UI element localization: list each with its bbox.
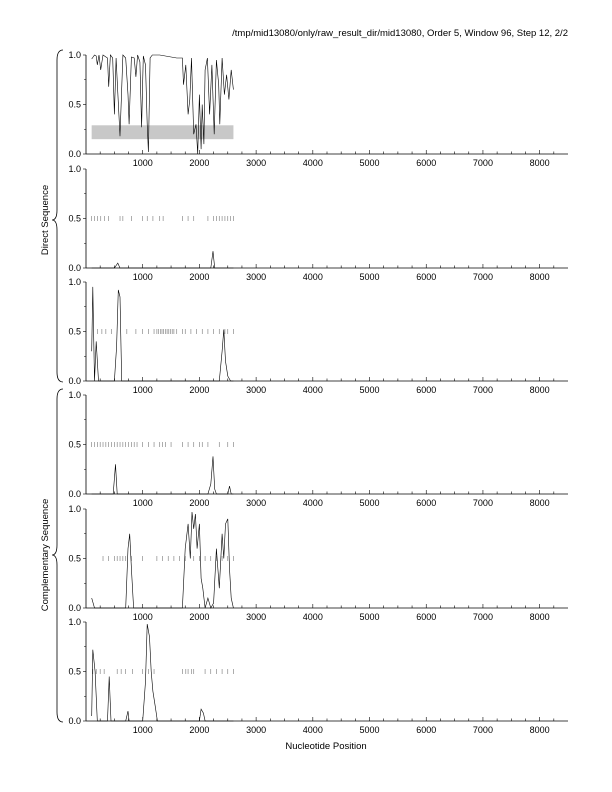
y-tick-label: 0.0 bbox=[68, 263, 81, 273]
shaded-band bbox=[92, 125, 234, 139]
x-tick-label: 8000 bbox=[529, 272, 550, 282]
x-tick-label: 8000 bbox=[529, 725, 550, 735]
x-tick-label: 1000 bbox=[132, 385, 153, 395]
x-tick-label: 4000 bbox=[302, 158, 323, 168]
series-line bbox=[92, 287, 234, 381]
x-tick-label: 2000 bbox=[189, 498, 210, 508]
y-tick-label: 0.5 bbox=[68, 439, 81, 450]
x-tick-label: 4000 bbox=[302, 725, 323, 735]
x-tick-label: 7000 bbox=[472, 498, 493, 508]
x-tick-label: 6000 bbox=[416, 158, 437, 168]
y-tick-label: 0.0 bbox=[68, 376, 81, 386]
x-tick-label: 7000 bbox=[472, 272, 493, 282]
x-tick-label: 5000 bbox=[359, 612, 380, 622]
y-tick-label: 0.5 bbox=[68, 99, 81, 110]
x-tick-label: 8000 bbox=[529, 385, 550, 395]
x-axis-label: Nucleotide Position bbox=[285, 741, 367, 752]
x-tick-label: 6000 bbox=[416, 725, 437, 735]
x-tick-label: 6000 bbox=[416, 498, 437, 508]
x-tick-label: 6000 bbox=[416, 385, 437, 395]
panel-5 bbox=[68, 504, 568, 622]
x-tick-label: 5000 bbox=[359, 272, 380, 282]
complementary-sequence-brace bbox=[52, 389, 63, 722]
y-tick-label: 1.0 bbox=[68, 277, 81, 287]
x-tick-label: 3000 bbox=[246, 272, 267, 282]
y-tick-label: 1.0 bbox=[68, 390, 81, 400]
x-tick-label: 4000 bbox=[302, 498, 323, 508]
x-tick-label: 4000 bbox=[302, 385, 323, 395]
x-tick-label: 5000 bbox=[359, 725, 380, 735]
x-tick-label: 6000 bbox=[416, 272, 437, 282]
x-tick-label: 1000 bbox=[132, 272, 153, 282]
x-tick-label: 4000 bbox=[302, 612, 323, 622]
x-tick-label: 6000 bbox=[416, 612, 437, 622]
y-tick-label: 1.0 bbox=[68, 617, 81, 627]
series-line bbox=[92, 624, 234, 721]
x-tick-label: 3000 bbox=[246, 725, 267, 735]
x-tick-label: 4000 bbox=[302, 272, 323, 282]
x-tick-label: 2000 bbox=[189, 385, 210, 395]
direct-sequence-label: Direct Sequence bbox=[40, 184, 51, 256]
x-tick-label: 1000 bbox=[132, 498, 153, 508]
panel-6 bbox=[68, 617, 568, 735]
series-line bbox=[92, 456, 234, 494]
chart-header: /tmp/mid13080/only/raw_result_dir/mid13080, Order 5, Window 96, Step 12, 2/2 bbox=[232, 28, 568, 39]
complementary-sequence-label: Complementary Sequence bbox=[40, 498, 51, 612]
x-tick-label: 7000 bbox=[472, 385, 493, 395]
x-tick-label: 5000 bbox=[359, 158, 380, 168]
x-tick-label: 3000 bbox=[246, 385, 267, 395]
x-tick-label: 2000 bbox=[189, 272, 210, 282]
y-tick-label: 1.0 bbox=[68, 504, 81, 514]
x-tick-label: 7000 bbox=[472, 158, 493, 168]
x-tick-label: 5000 bbox=[359, 498, 380, 508]
x-tick-label: 3000 bbox=[246, 498, 267, 508]
x-tick-label: 5000 bbox=[359, 385, 380, 395]
y-tick-label: 0.5 bbox=[68, 666, 81, 677]
panel-2 bbox=[68, 164, 568, 282]
x-tick-label: 2000 bbox=[189, 612, 210, 622]
panel-3 bbox=[68, 277, 568, 395]
panel-4 bbox=[68, 390, 568, 508]
complementary-sequence-group bbox=[40, 389, 63, 722]
panel-1 bbox=[68, 50, 568, 168]
x-tick-label: 1000 bbox=[132, 725, 153, 735]
direct-sequence-brace bbox=[52, 50, 63, 382]
x-tick-label: 7000 bbox=[472, 725, 493, 735]
x-tick-label: 1000 bbox=[132, 158, 153, 168]
y-tick-label: 0.0 bbox=[68, 603, 81, 613]
x-tick-label: 3000 bbox=[246, 158, 267, 168]
x-tick-label: 1000 bbox=[132, 612, 153, 622]
x-tick-label: 8000 bbox=[529, 612, 550, 622]
x-tick-label: 2000 bbox=[189, 158, 210, 168]
y-tick-label: 0.0 bbox=[68, 489, 81, 499]
x-tick-label: 2000 bbox=[189, 725, 210, 735]
x-tick-label: 3000 bbox=[246, 612, 267, 622]
x-tick-label: 8000 bbox=[529, 498, 550, 508]
y-tick-label: 0.0 bbox=[68, 149, 81, 159]
series-line bbox=[92, 251, 234, 268]
y-tick-label: 0.5 bbox=[68, 553, 81, 564]
y-tick-label: 1.0 bbox=[68, 50, 81, 60]
y-tick-label: 0.5 bbox=[68, 213, 81, 224]
x-tick-label: 7000 bbox=[472, 612, 493, 622]
y-tick-label: 0.5 bbox=[68, 326, 81, 337]
panels-container bbox=[68, 50, 568, 735]
y-tick-label: 0.0 bbox=[68, 716, 81, 726]
y-tick-label: 1.0 bbox=[68, 164, 81, 174]
x-tick-label: 8000 bbox=[529, 158, 550, 168]
direct-sequence-group bbox=[40, 50, 63, 382]
